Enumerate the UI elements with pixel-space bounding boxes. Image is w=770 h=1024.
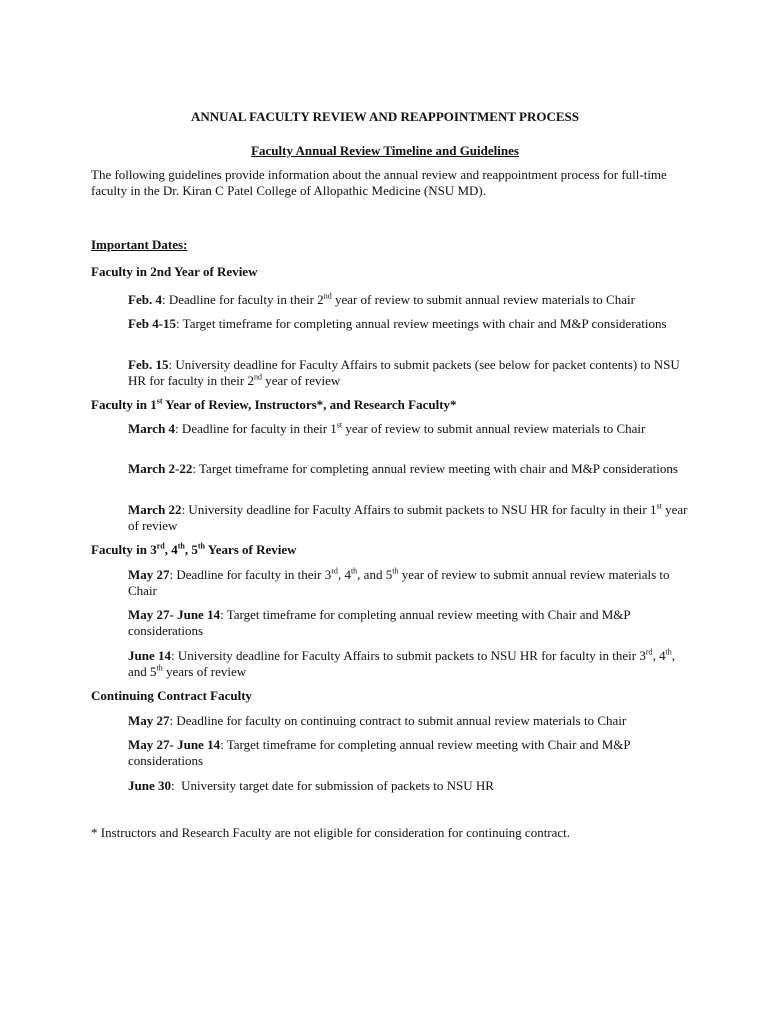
section-heading-continuing-contract: Continuing Contract Faculty (91, 688, 253, 703)
entry-date: May 27- June 14 (128, 607, 221, 622)
entry-continuing-may-27: May 27: Deadline for faculty on continuing contract to submit annual review materials to Chair (128, 713, 627, 728)
entry-may-27: May 27: Deadline for faculty in their 3rd, 4th, and 5th year of review to submit annual review materials to Chair (128, 566, 670, 598)
entry-date: May 27 (128, 567, 170, 582)
entry-date: May 27 (128, 713, 170, 728)
entry-date: June 14 (128, 648, 171, 663)
entry-june-14: June 14: University deadline for Faculty Affairs to submit packets to NSU HR for faculty in their 3rd, 4th, and 5th years of review (128, 647, 676, 679)
entry-date: March 4 (128, 421, 176, 436)
entry-feb-15: Feb. 15: University deadline for Faculty Affairs to submit packets (see below for packet contents) to NSU HR for faculty in their 2nd year of review (128, 357, 680, 388)
entry-date: Feb. 4 (128, 292, 162, 307)
entry-may-27-june-14: May 27- June 14: Target timeframe for completing annual review meeting with Chair and M&P considerations (128, 607, 631, 638)
entry-date: June 30 (128, 778, 171, 793)
entry-march-2-22: March 2-22: Target timeframe for completing annual review meeting with chair and M&P considerations (128, 461, 678, 476)
footnote: * Instructors and Research Faculty are not eligible for consideration for continuing contract. (91, 825, 571, 840)
entry-date: Feb 4-15 (128, 316, 177, 331)
entry-continuing-may-27-june-14: May 27- June 14: Target timeframe for completing annual review meeting with Chair and M&P considerations (128, 737, 631, 768)
entry-march-22: March 22: University deadline for Faculty Affairs to submit packets to NSU HR for faculty in their 1st year of review (128, 501, 688, 533)
entry-date: March 22 (128, 502, 182, 517)
entry-date: May 27- June 14 (128, 737, 221, 752)
entry-date: Feb. 15 (128, 357, 169, 372)
entry-feb-4: Feb. 4: Deadline for faculty in their 2nd year of review to submit annual review materials to Chair (128, 291, 635, 307)
document-title: ANNUAL FACULTY REVIEW AND REAPPOINTMENT PROCESS (190, 109, 579, 124)
section-heading-1st-year: Faculty in 1st Year of Review, Instructors*, and Research Faculty* (91, 396, 457, 412)
section-heading-3rd-4th-5th-years: Faculty in 3rd, 4th, 5th Years of Review (91, 541, 297, 557)
intro-paragraph: The following guidelines provide information about the annual review and reappointment process for full-time faculty in the Dr. Kiran C Patel College of Allopathic Medicine (NSU MD). (91, 167, 667, 198)
entry-date: March 2-22 (128, 461, 193, 476)
important-dates-heading: Important Dates: (91, 237, 188, 252)
document-subtitle: Faculty Annual Review Timeline and Guidelines (251, 143, 519, 158)
entry-june-30: June 30: University target date for submission of packets to NSU HR (128, 778, 494, 793)
section-heading-2nd-year: Faculty in 2nd Year of Review (91, 264, 258, 279)
entry-feb-4-15: Feb 4-15: Target timeframe for completing annual review meetings with chair and M&P considerations (128, 316, 667, 331)
entry-march-4: March 4: Deadline for faculty in their 1st year of review to submit annual review materials to Chair (128, 420, 646, 436)
